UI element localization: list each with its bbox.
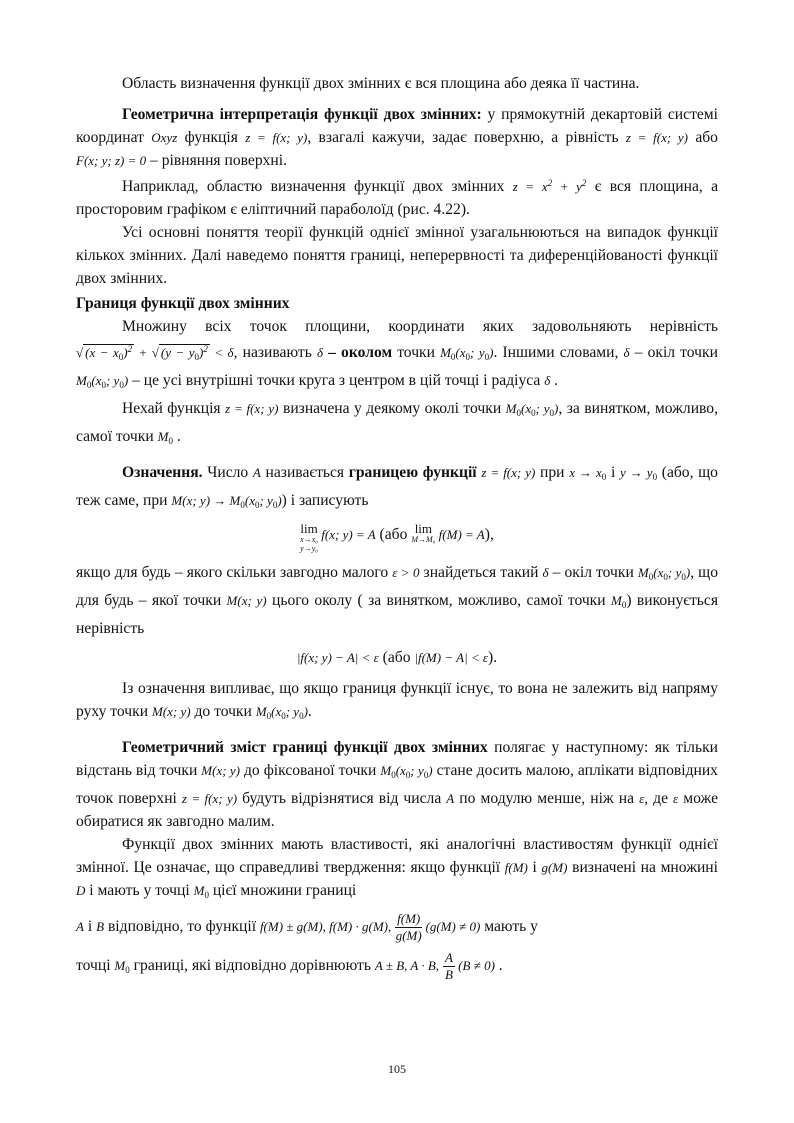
- formula: F(x; y; z) = 0: [76, 153, 147, 168]
- formula-inequality: |f(x; y) − A| < ε (або |f(M) − A| < ε).: [296, 649, 498, 666]
- paragraph-definition: Означення. Число A називається границею функції z = f(x; y) при $x \to x_0$ і $y \to y_0$ (або, що теж саме, при M(x; $y) \to M_0(x_0$; $y_0$)) і записують: [76, 464, 718, 510]
- paragraph-properties-end: точці $M_0$ границі, які відповідно дорівнюють A ± B, A · B, $\frac{A}{B}$ (B ≠ 0) .: [76, 950, 503, 982]
- term-definition: Означення.: [122, 464, 203, 481]
- paragraph-properties-cont: A і B відповідно, то функції f(M) ± g(M), f(M) · g(M), $\frac{f(M)}{g(M)}$ (g(M) ≠ 0) мають у: [76, 911, 538, 943]
- paragraph-geometric-interpretation: Геометрична інтерпретація функції двох змінних: у прямокутній декартовій системі координат Oxyz функція z = f(x; y), взагалі кажучи, задає поверхню, а рівність z = f(x; y) або F(x; y; z) = 0 – рівняння поверхні.: [76, 106, 719, 169]
- paragraph-properties: Функції двох змінних мають властивості, які аналогічні властивостям функції однієї змінної. Це означає, що справедливі твердження: якщо функції f(M) і g(M) визначені на множині D і мають у точці $M_0$ цієї множини границі: [76, 836, 718, 900]
- page-number: 105: [388, 1062, 406, 1076]
- paragraph-geometric-meaning: Геометричний зміст границі функції двох змінних полягає у наступному: як тільки відстань від точки M(x; y) до фіксованої точки $M_0(x_0$; $y_0$) стане досить малою, аплікати відповідних точок поверхні z = f(x; y) будуть відрізнятися від числа A по модулю менше, ніж на ε, де ε може обиратися як завгодно малим.: [76, 739, 718, 830]
- fraction-f-over-g: $\frac{f(M)}{g(M)}$: [395, 911, 422, 943]
- term-geometric-interpretation: Геометрична інтерпретація функції двох змінних:: [122, 106, 482, 123]
- term-geometric-meaning: Геометричний зміст границі функції двох змінних: [122, 739, 488, 756]
- page-body: [76, 72, 718, 983]
- formula-distance: √ $(x - x_0)^2$ + √ $(y - y_0)^2 < \delta$: [76, 344, 234, 362]
- paragraph-epsilon-condition: якщо для будь – якого скільки завгодно малого ε > 0 знайдеться такий δ – окіл точки $M_0(x_0$; $y_0$), що для будь – якої точки M(x; y) цього околу ( за винятком, можливо, самої точки $M_0$) виконується нерівність: [76, 564, 719, 637]
- paragraph-let-function: Нехай функція z = f(x; y) визначена у деякому околі точки $M_0(x_0$; $y_0$), за винятком, можливо, самої точки $M_0$ .: [76, 400, 718, 446]
- term-neighborhood: – околом: [323, 344, 393, 361]
- paragraph-example: Наприклад, областю визначення функції двох змінних $z = x^2 + y^2$ є вся площина, а просторовим графіком є еліптичний параболоїд (рис. 4.22).: [76, 178, 719, 218]
- formula-paraboloid: $z = x^2 + y^2$: [512, 178, 587, 194]
- paragraph-consequence: Із означення випливає, що якщо границя функції існує, то вона не залежить від напряму руху точки M(x; y) до точки $M_0(x_0$; $y_0$).: [76, 680, 718, 721]
- paragraph-domain: Область визначення функції двох змінних є вся площина або деяка її частина.: [122, 75, 640, 92]
- formula: z = f(x; y): [625, 130, 688, 145]
- section-heading: Границя функції двох змінних: [76, 295, 290, 312]
- term-limit: границею функції: [348, 464, 477, 481]
- formula: z = f(x; y): [245, 130, 308, 145]
- paragraph-generalization: Усі основні поняття теорії функцій однієї змінної узагальнюються на випадок функції кількох змінних. Далі наведемо поняття границі, неперервності та диференційованості функції двох змінних.: [76, 224, 718, 287]
- formula-limit: lim x→x₀ y→y₀ f(x; y) = A (або lim M→M₀ f(M) = A),: [300, 521, 494, 553]
- fraction-a-over-b: $\frac{A}{B}$: [444, 950, 453, 982]
- paragraph-neighborhood: Множину всіх точок площини, координати яких задовольняють нерівність √ $(x - x_0)^2$ + √ $(y - y_0)^2 < \delta$, називають δ – околом точки $M_0(x_0$; $y_0$). Іншими словами, δ – окіл точки $M_0(x_0$; $y_0$) – це усі внутрішні точки круга з центром в цій точці і радіуса δ .: [76, 318, 718, 390]
